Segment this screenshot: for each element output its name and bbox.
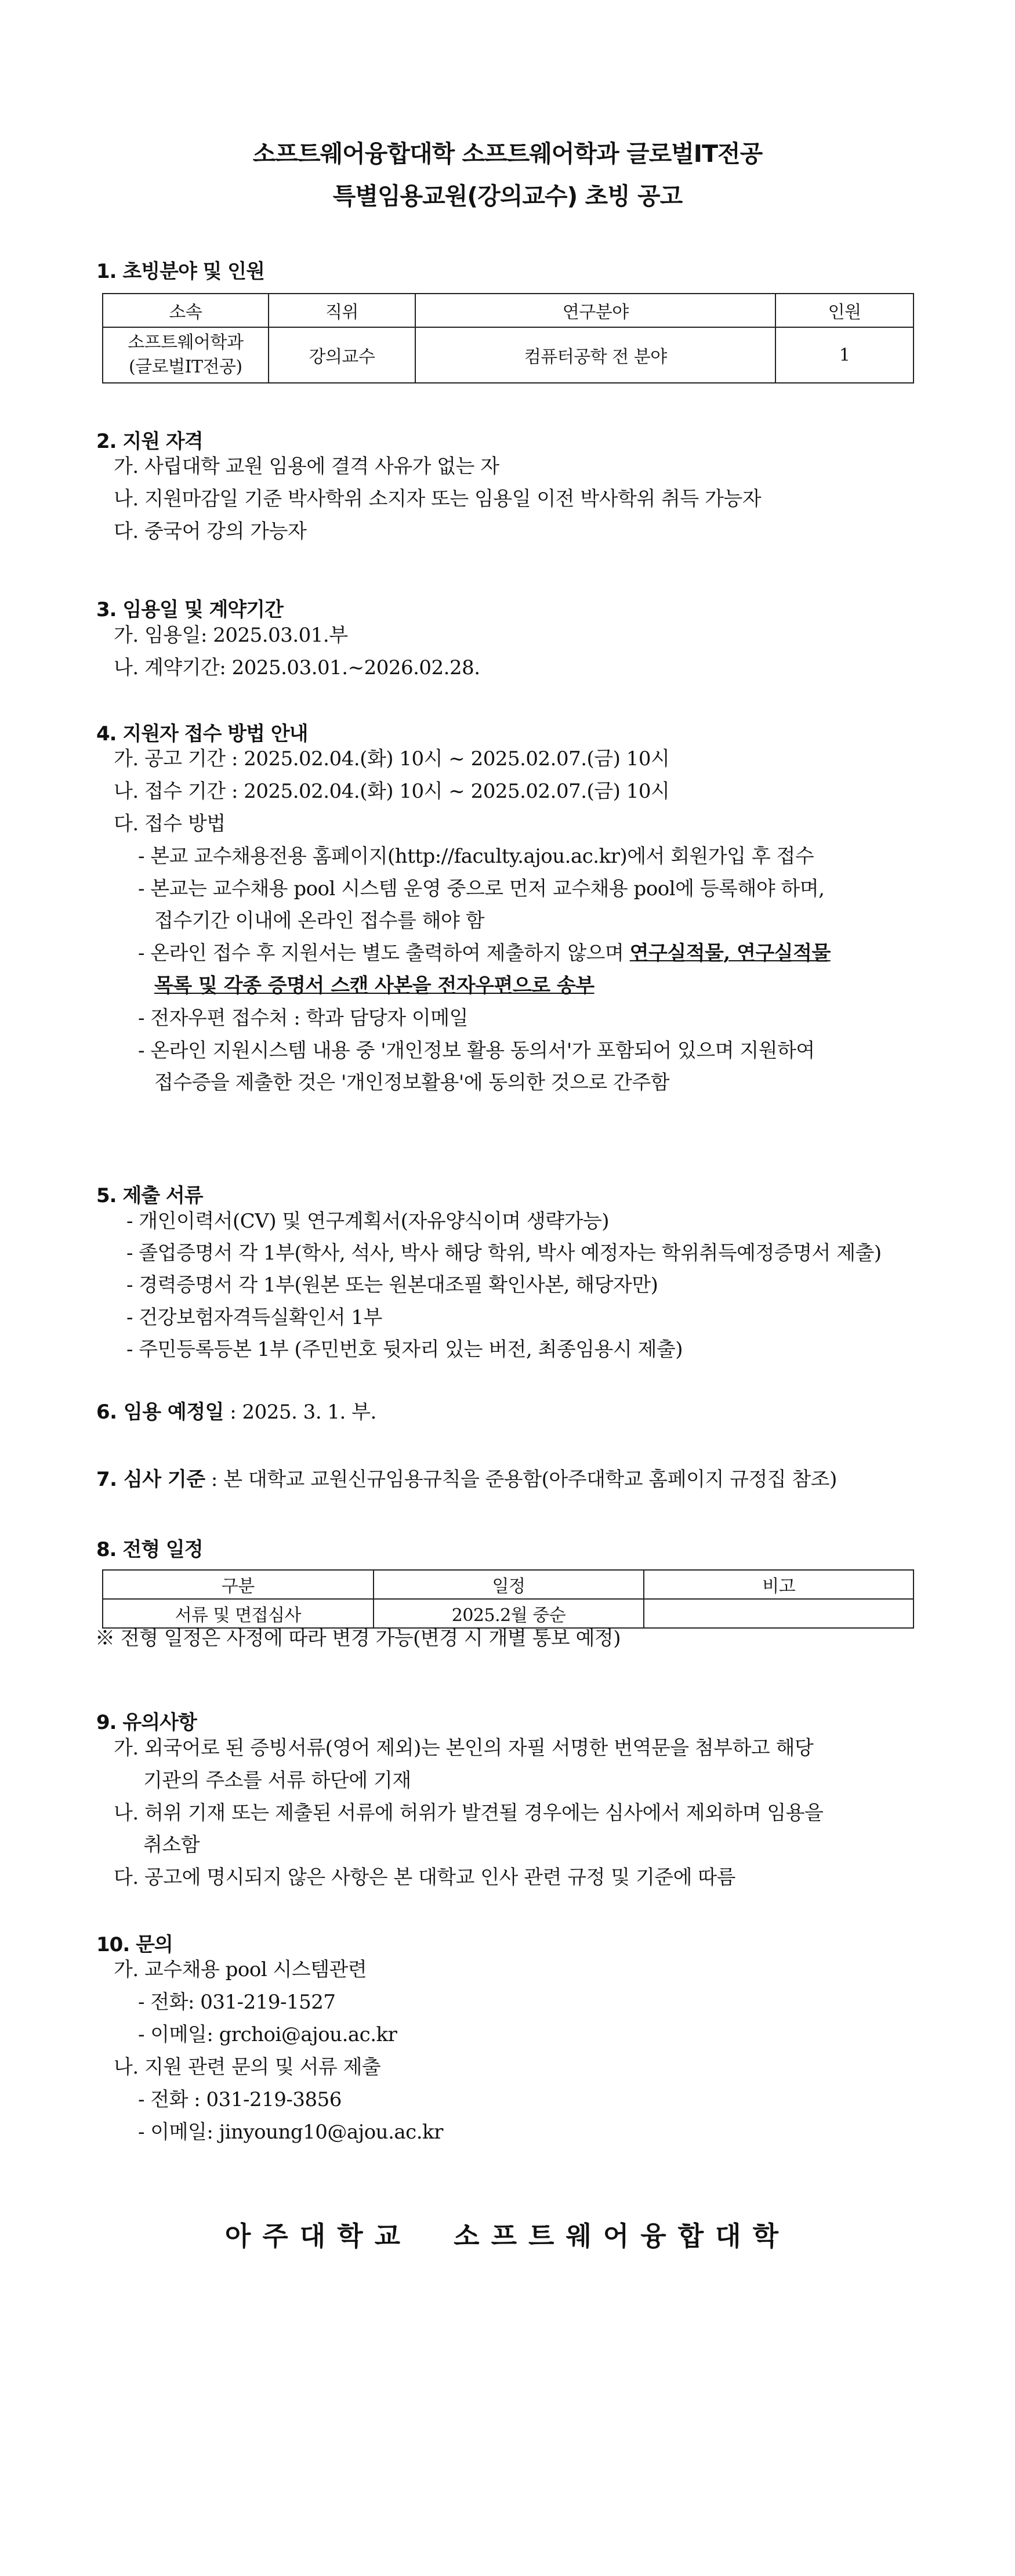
qualification-item: 가. 사립대학 교원 임용에 결격 사유가 없는 자: [114, 455, 499, 478]
inquiry-application-phone: - 전화 : 031-219-3856: [138, 2088, 342, 2111]
inquiry-pool: 가. 교수채용 pool 시스템관련: [114, 1958, 367, 1981]
inquiry-pool-phone: - 전화: 031-219-1527: [138, 1991, 336, 2014]
col-header-dept: 소속: [103, 294, 269, 327]
qualification-item: 나. 지원마감일 기준 박사학위 소지자 또는 임용일 이전 박사학위 취득 가능자: [114, 487, 762, 511]
col-header-position: 직위: [269, 294, 416, 327]
section-2-heading: 2. 지원 자격: [96, 430, 203, 453]
col-header-field: 연구분야: [415, 294, 775, 327]
section-7-line: [96, 1467, 837, 1492]
application-period: 나. 접수 기간 : 2025.02.04.(화) 10시 ~ 2025.02.07.(금) 10시: [114, 780, 670, 803]
method-submission-text: - 온라인 접수 후 지원서는 별도 출력하여 제출하지 않으며: [138, 942, 630, 965]
cell-position: 강의교수: [269, 327, 416, 383]
method-pool-line2: 접수기간 이내에 온라인 접수를 해야 함: [154, 909, 485, 932]
cell-field: 컴퓨터공학 전 분야: [415, 327, 775, 383]
cell-dept-line1: 소프트웨어학과: [128, 332, 244, 353]
method-privacy-line1: - 온라인 지원시스템 내용 중 '개인정보 활용 동의서'가 포함되어 있으며 지원하여: [138, 1039, 815, 1062]
document-item: - 주민등록등본 1부 (주민번호 뒷자리 있는 버전, 최종임용시 제출): [126, 1338, 683, 1361]
cell-remarks: [644, 1599, 913, 1628]
section-6-heading: 6. 임용 예정일: [96, 1401, 224, 1424]
method-submission-line1: [138, 940, 831, 966]
section-3-heading: 3. 임용일 및 계약기간: [96, 598, 283, 621]
review-criteria: : 본 대학교 교원신규임용규칙을 준용함(아주대학교 홈페이지 규정집 참조): [205, 1468, 837, 1491]
method-privacy-line2: 접수증을 제출한 것은 '개인정보활용'에 동의한 것으로 간주함: [154, 1071, 670, 1094]
method-submission-emphasis-2: 목록 및 각종 증명서 스캔 사본을 전자우편으로 송부: [154, 974, 594, 997]
document-item: - 졸업증명서 각 1부(학사, 석사, 박사 해당 학위, 박사 예정자는 학위취득예정증명서 제출): [126, 1242, 882, 1265]
section-9-heading: 9. 유의사항: [96, 1711, 197, 1734]
col-header-count: 인원: [775, 294, 913, 327]
inquiry-application: 나. 지원 관련 문의 및 서류 제출: [114, 2056, 381, 2079]
schedule-note: ※ 전형 일정은 사정에 따라 변경 가능(변경 시 개별 통보 예정): [95, 1627, 621, 1650]
document-item: - 경력증명서 각 1부(원본 또는 원본대조필 확인사본, 해당자만): [126, 1273, 658, 1297]
cell-schedule: 2025.2월 중순: [374, 1599, 644, 1628]
title-line-2: 특별임용교원(강의교수) 초빙 공고: [332, 182, 683, 210]
cell-count: 1: [775, 327, 913, 383]
inquiry-application-email: - 이메일: jinyoung10@ajou.ac.kr: [138, 2121, 443, 2144]
cell-category: 서류 및 면접심사: [103, 1599, 374, 1628]
contract-period: 나. 계약기간: 2025.03.01.~2026.02.28.: [114, 656, 480, 679]
appointment-date: 가. 임용일: 2025.03.01.부: [114, 624, 348, 647]
caution-b-line1: 나. 허위 기재 또는 제출된 서류에 허위가 발견될 경우에는 심사에서 제외하며 임용을: [114, 1801, 824, 1825]
caution-c: 다. 공고에 명시되지 않은 사항은 본 대학교 인사 관련 규정 및 기준에 따름: [114, 1866, 735, 1889]
application-method: 다. 접수 방법: [114, 812, 226, 835]
recruitment-table: [102, 293, 914, 383]
method-submission-line2: [154, 973, 594, 998]
col-header-category: 구분: [103, 1570, 374, 1599]
cell-dept-line2: (글로벌IT전공): [128, 357, 242, 377]
section-8-heading: 8. 전형 일정: [96, 1538, 203, 1561]
title-line-1: 소프트웨어융합대학 소프트웨어학과 글로벌IT전공: [252, 140, 763, 168]
method-email-contact: - 전자우편 접수처 : 학과 담당자 이메일: [138, 1007, 468, 1030]
section-6-line: [96, 1399, 376, 1425]
inquiry-pool-email: - 이메일: grchoi@ajou.ac.kr: [138, 2023, 397, 2046]
caution-a-line1: 가. 외국어로 된 증빙서류(영어 제외)는 본인의 자필 서명한 번역문을 첨부하고 해당: [114, 1736, 814, 1760]
method-pool-line1: - 본교는 교수채용 pool 시스템 운영 중으로 먼저 교수채용 pool에 등록해야 하며,: [138, 877, 825, 900]
issuer-footer: 아주대학교 소프트웨어융합대학: [224, 2220, 791, 2252]
section-10-heading: 10. 문의: [96, 1933, 173, 1956]
caution-a-line2: 기관의 주소를 서류 하단에 기재: [143, 1769, 411, 1792]
section-4-heading: 4. 지원자 접수 방법 안내: [96, 722, 308, 746]
col-header-schedule: 일정: [374, 1570, 644, 1599]
appointment-scheduled-date: : 2025. 3. 1. 부.: [223, 1401, 376, 1424]
notice-period: 가. 공고 기간 : 2025.02.04.(화) 10시 ~ 2025.02.07.(금) 10시: [114, 747, 670, 770]
section-7-heading: 7. 심사 기준: [96, 1468, 205, 1491]
caution-b-line2: 취소함: [143, 1833, 200, 1857]
method-homepage: - 본교 교수채용전용 홈페이지(http://faculty.ajou.ac.kr)에서 회원가입 후 접수: [138, 845, 814, 868]
section-1-heading: 1. 초빙분야 및 인원: [96, 260, 264, 283]
schedule-table: [102, 1569, 914, 1629]
cell-dept: [103, 327, 269, 383]
section-5-heading: 5. 제출 서류: [96, 1184, 203, 1207]
document-item: - 개인이력서(CV) 및 연구계획서(자유양식이며 생략가능): [126, 1210, 610, 1233]
document-item: - 건강보험자격득실확인서 1부: [126, 1306, 382, 1329]
method-submission-emphasis: 연구실적물, 연구실적물: [629, 942, 831, 965]
qualification-item: 다. 중국어 강의 가능자: [114, 520, 307, 543]
col-header-remarks: 비고: [644, 1570, 913, 1599]
